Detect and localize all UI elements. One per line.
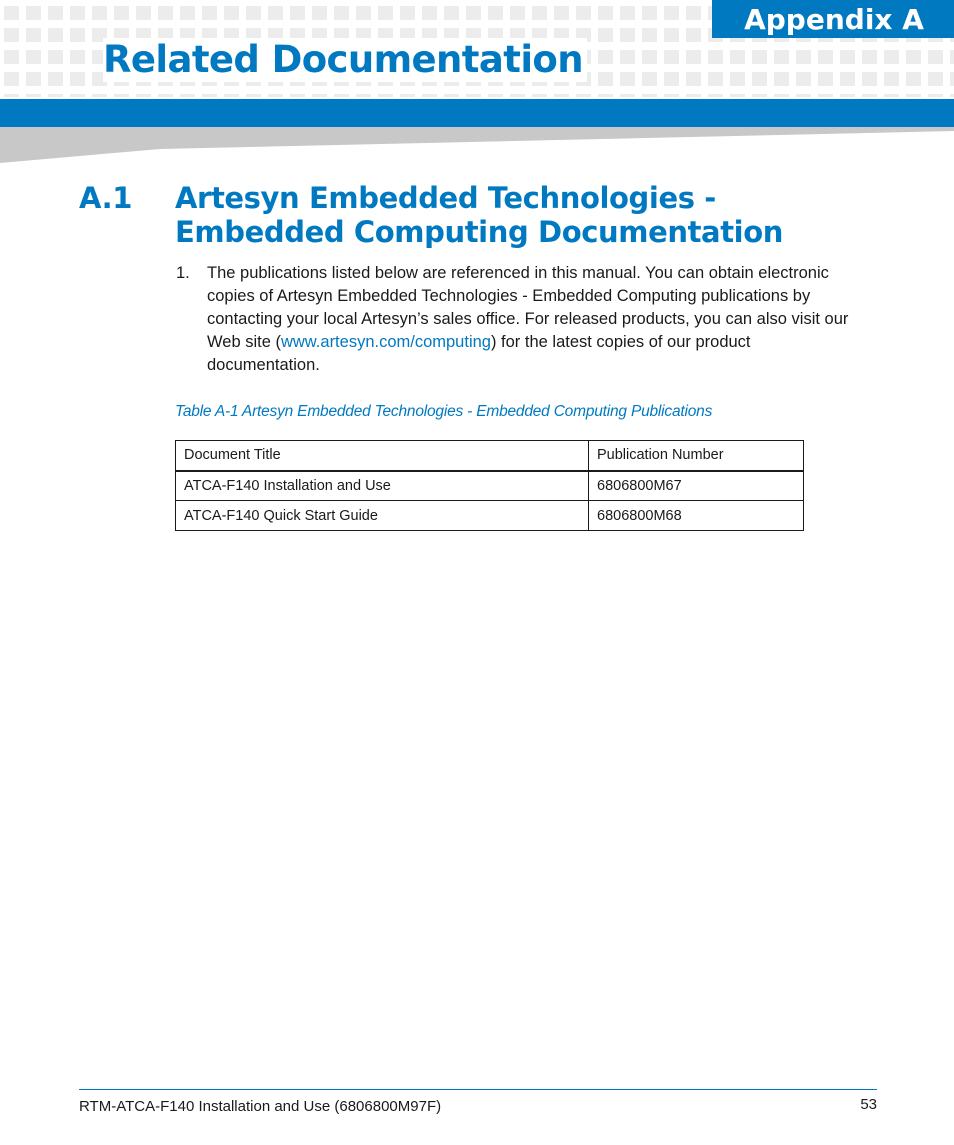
footer-document-title: RTM-ATCA-F140 Installation and Use (6806800M97F): [79, 1098, 442, 1115]
cell-publication-number: 6806800M67: [589, 471, 804, 501]
website-link[interactable]: www.artesyn.com/computing: [280, 333, 491, 351]
column-header-number: Publication Number: [589, 441, 804, 471]
appendix-label: Appendix A: [712, 0, 954, 38]
table-caption: Table A-1 Artesyn Embedded Technologies - Embedded Computing Publications: [175, 403, 713, 420]
table-row: [176, 501, 804, 531]
header-swoosh: [0, 127, 954, 163]
cell-document-title: ATCA-F140 Installation and Use: [176, 471, 589, 501]
chapter-title: Related Documentation: [103, 38, 587, 82]
section-number: A.1: [79, 181, 132, 215]
list-marker: 1.: [176, 264, 190, 282]
publications-table: [175, 440, 804, 531]
cell-document-title: ATCA-F140 Quick Start Guide: [176, 501, 589, 531]
paragraph-text: [207, 262, 867, 377]
header-band: [0, 99, 954, 127]
paragraph-text-end: ) for the latest copies of our product documentation.: [207, 333, 751, 374]
page-number: 53: [860, 1096, 877, 1113]
table-header-row: [176, 441, 804, 471]
footer-rule: [79, 1089, 877, 1090]
cell-publication-number: 6806800M68: [589, 501, 804, 531]
column-header-title: Document Title: [176, 441, 589, 471]
paragraph-text-start: The publications listed below are referenced in this manual. You can obtain electronic copies of Artesyn Embedded Technologies - Embedded Computing publications by contacting your local Artesyn’s sales office. For released products, you can also visit our Web site (: [207, 264, 849, 351]
section-title: Artesyn Embedded Technologies - Embedded Computing Documentation: [175, 181, 783, 249]
table-row: [176, 471, 804, 501]
